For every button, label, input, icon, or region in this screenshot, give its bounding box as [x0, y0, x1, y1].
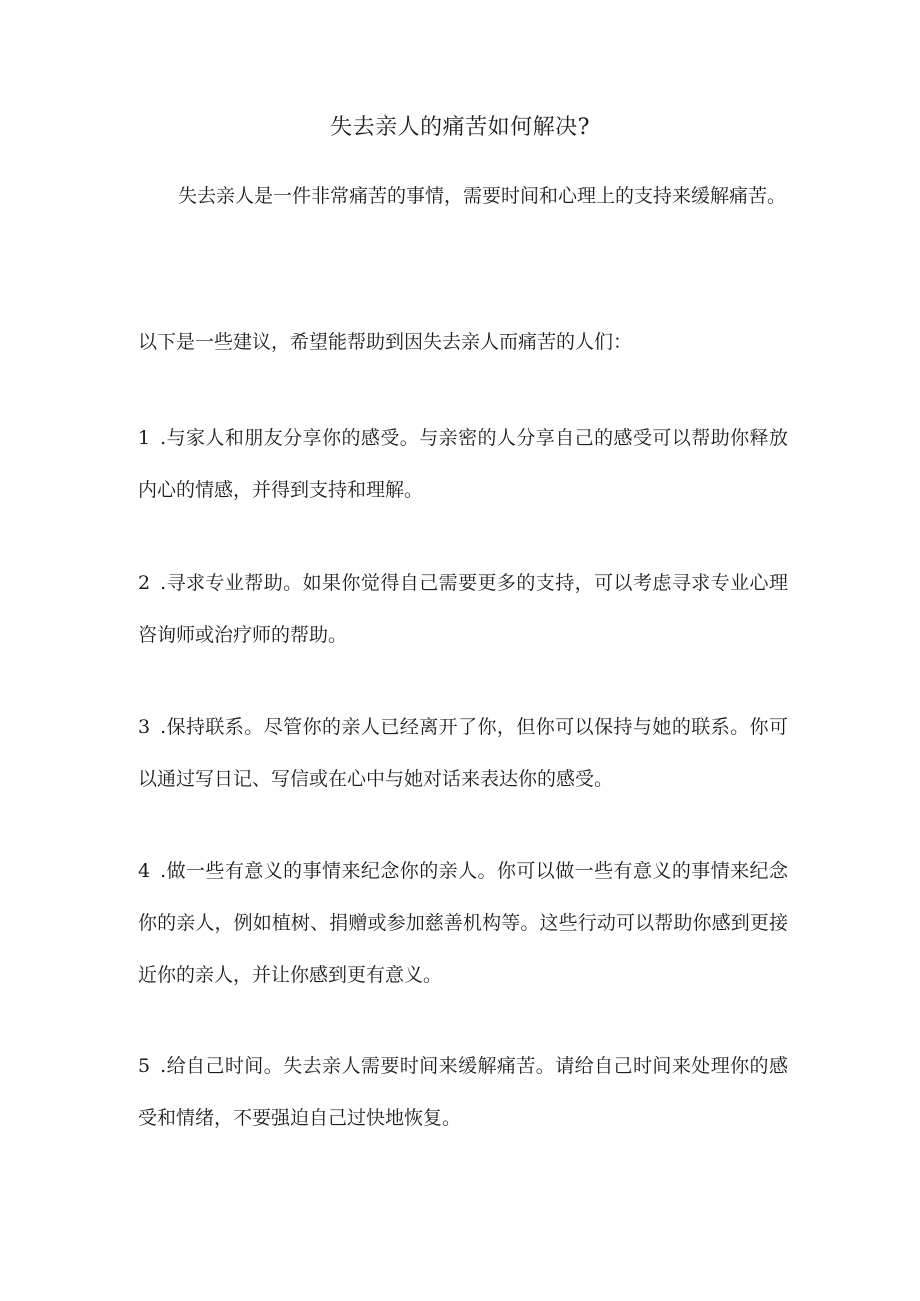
lead-paragraph: 以下是一些建议，希望能帮助到因失去亲人而痛苦的人们： — [138, 331, 633, 353]
list-item-5 — [138, 1040, 788, 1144]
document-title: 失去亲人的痛苦如何解决? — [330, 115, 590, 140]
list-item-4 — [138, 845, 788, 1001]
list-item-text: .寻求专业帮助。如果你觉得自己需要更多的支持，可以考虑寻求专业心理咨询师或治疗师的帮助。 — [138, 572, 788, 646]
list-item-number: 5 — [138, 1055, 151, 1077]
list-item-text: .做一些有意义的事情来纪念你的亲人。你可以做一些有意义的事情来纪念你的亲人，例如植树、捐赠或参加慈善机构等。这些行动可以帮助你感到更接近你的亲人，并让你感到更有意义。 — [138, 860, 788, 986]
intro-paragraph: 失去亲人是一件非常痛苦的事情，需要时间和心理上的支持来缓解痛苦。 — [178, 185, 787, 207]
list-item-text: .保持联系。尽管你的亲人已经离开了你，但你可以保持与她的联系。你可以通过写日记、写信或在心中与她对话来表达你的感受。 — [138, 716, 788, 790]
list-item-text: .给自己时间。失去亲人需要时间来缓解痛苦。请给自己时间来处理你的感受和情绪，不要强迫自己过快地恢复。 — [138, 1055, 788, 1129]
list-item-2 — [138, 557, 788, 661]
list-item-number: 3 — [138, 716, 151, 738]
list-item-number: 1 — [138, 427, 151, 449]
list-item-text: .与家人和朋友分享你的感受。与亲密的人分享自己的感受可以帮助你释放内心的情感，并得到支持和理解。 — [138, 427, 788, 501]
list-item-3 — [138, 701, 788, 805]
list-item-number: 2 — [138, 572, 151, 594]
list-item-1 — [138, 412, 788, 516]
list-item-number: 4 — [138, 860, 151, 882]
